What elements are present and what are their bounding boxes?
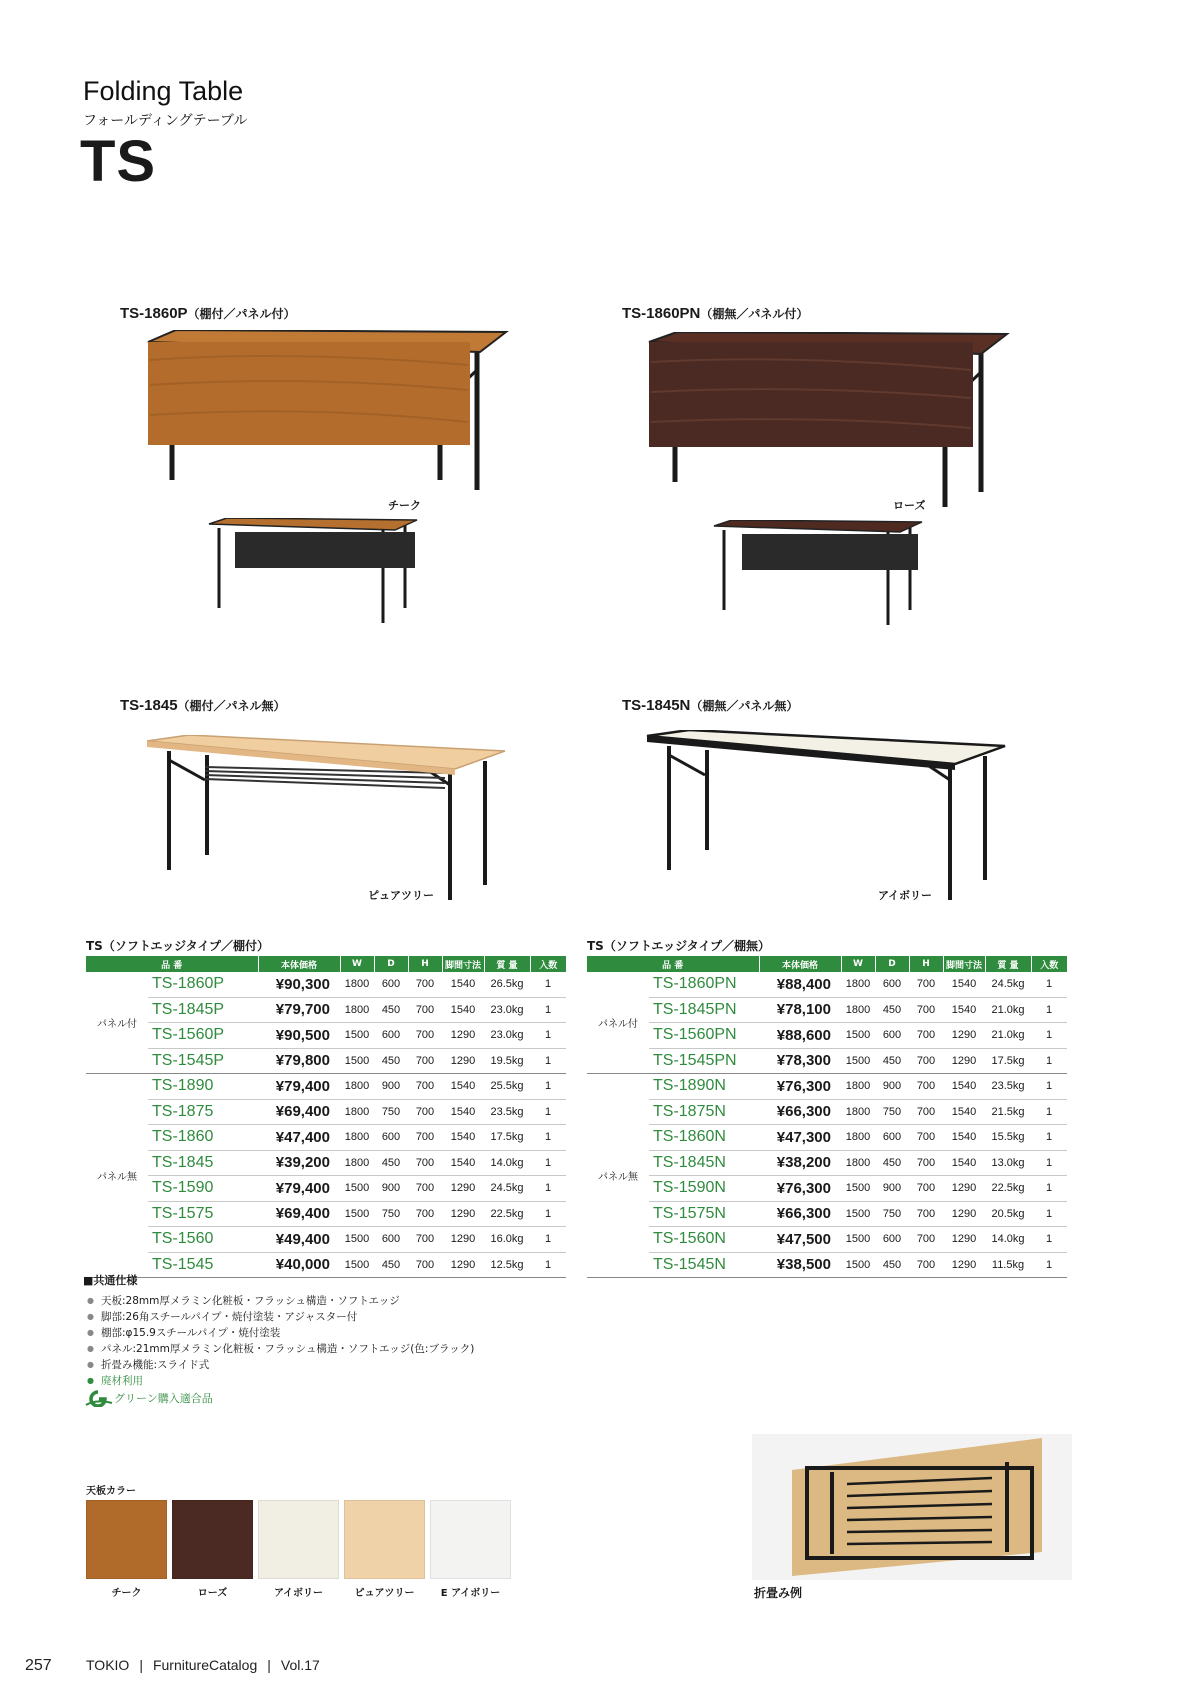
table-image-ts1860pn-back bbox=[710, 520, 930, 630]
cell-price: ¥78,100 bbox=[759, 997, 841, 1023]
cell-mass: 24.5kg bbox=[484, 1176, 530, 1202]
cell-d: 600 bbox=[875, 1023, 909, 1049]
cell-mass: 15.5kg bbox=[985, 1125, 1031, 1151]
cell-h: 700 bbox=[909, 1201, 943, 1227]
color-label-ivory: アイボリー bbox=[878, 889, 933, 902]
cell-qty: 1 bbox=[1031, 1074, 1067, 1100]
table-row bbox=[86, 1023, 566, 1049]
cell-leg: 1290 bbox=[943, 1048, 985, 1074]
cell-mass: 16.0kg bbox=[484, 1227, 530, 1253]
cell-d: 600 bbox=[374, 1023, 408, 1049]
cell-price: ¥90,500 bbox=[258, 1023, 340, 1049]
cell-h: 700 bbox=[909, 1099, 943, 1125]
cell-w: 1800 bbox=[841, 997, 875, 1023]
product-label-ts1845n bbox=[622, 697, 798, 714]
col-header: H bbox=[408, 956, 442, 972]
cell-w: 1800 bbox=[340, 1150, 374, 1176]
color-swatch-label: E アイボリー bbox=[440, 1588, 501, 1599]
table-row bbox=[587, 1227, 1067, 1253]
cell-mass: 25.5kg bbox=[484, 1074, 530, 1100]
cell-d: 600 bbox=[374, 1125, 408, 1151]
spec-item: ● 脚部:26角スチールパイプ・焼付塗装・アジャスター付 bbox=[83, 1309, 474, 1325]
cell-h: 700 bbox=[408, 1125, 442, 1151]
cell-qty: 1 bbox=[530, 1048, 566, 1074]
cell-qty: 1 bbox=[530, 1099, 566, 1125]
cell-model: TS-1860 bbox=[148, 1125, 258, 1151]
cell-price: ¥38,500 bbox=[759, 1252, 841, 1278]
cell-price: ¥90,300 bbox=[258, 972, 340, 997]
cell-h: 700 bbox=[909, 1176, 943, 1202]
cell-price: ¥40,000 bbox=[258, 1252, 340, 1278]
cell-h: 700 bbox=[408, 1048, 442, 1074]
cell-model: TS-1860P bbox=[148, 972, 258, 997]
product-label-ts1845 bbox=[120, 697, 286, 714]
footer-brand: TOKIO bbox=[86, 1657, 130, 1673]
cell-leg: 1290 bbox=[442, 1023, 484, 1049]
col-header: 入数 bbox=[1031, 956, 1067, 972]
spec-item: ● 棚部:φ15.9スチールパイプ・焼付塗装 bbox=[83, 1325, 474, 1341]
cell-price: ¥76,300 bbox=[759, 1176, 841, 1202]
table-row bbox=[587, 997, 1067, 1023]
cell-qty: 1 bbox=[530, 1125, 566, 1151]
cell-model: TS-1845 bbox=[148, 1150, 258, 1176]
cell-leg: 1540 bbox=[442, 1125, 484, 1151]
cell-h: 700 bbox=[909, 1227, 943, 1253]
cell-model: TS-1845PN bbox=[649, 997, 759, 1023]
table-row bbox=[86, 972, 566, 997]
table-row bbox=[587, 1201, 1067, 1227]
cell-price: ¥79,400 bbox=[258, 1176, 340, 1202]
cell-leg: 1290 bbox=[943, 1023, 985, 1049]
product-desc: （棚無／パネル付） bbox=[700, 307, 809, 321]
cell-h: 700 bbox=[909, 1074, 943, 1100]
cell-w: 1500 bbox=[841, 1252, 875, 1278]
cell-model: TS-1590N bbox=[649, 1176, 759, 1202]
table-image-ts1845n bbox=[645, 730, 1015, 905]
cell-qty: 1 bbox=[1031, 1099, 1067, 1125]
cell-w: 1800 bbox=[340, 1074, 374, 1100]
product-label-ts1860p bbox=[120, 305, 296, 322]
cell-d: 450 bbox=[374, 1150, 408, 1176]
cell-w: 1500 bbox=[340, 1048, 374, 1074]
col-header: D bbox=[875, 956, 909, 972]
title-english: Folding Table bbox=[83, 76, 244, 106]
cell-price: ¥39,200 bbox=[258, 1150, 340, 1176]
table-row bbox=[86, 1048, 566, 1074]
cell-leg: 1540 bbox=[943, 1150, 985, 1176]
cell-d: 450 bbox=[374, 1252, 408, 1278]
cell-leg: 1290 bbox=[943, 1252, 985, 1278]
col-header: 質 量 bbox=[985, 956, 1031, 972]
cell-mass: 19.5kg bbox=[484, 1048, 530, 1074]
cell-leg: 1290 bbox=[442, 1201, 484, 1227]
cell-h: 700 bbox=[408, 1150, 442, 1176]
table-row bbox=[587, 1099, 1067, 1125]
green-purchase-badge bbox=[84, 1389, 213, 1407]
cell-d: 600 bbox=[875, 1125, 909, 1151]
cell-h: 700 bbox=[909, 972, 943, 997]
spec-item: ● 折畳み機能:スライド式 bbox=[83, 1357, 474, 1373]
cell-h: 700 bbox=[909, 1023, 943, 1049]
cell-mass: 23.0kg bbox=[484, 1023, 530, 1049]
cell-d: 900 bbox=[374, 1074, 408, 1100]
table-row bbox=[86, 1074, 566, 1100]
cell-price: ¥47,400 bbox=[258, 1125, 340, 1151]
cell-mass: 11.5kg bbox=[985, 1252, 1031, 1278]
table-row bbox=[587, 1023, 1067, 1049]
cell-price: ¥47,300 bbox=[759, 1125, 841, 1151]
cell-w: 1800 bbox=[841, 1125, 875, 1151]
cell-w: 1800 bbox=[841, 1099, 875, 1125]
page-number: 257 bbox=[25, 1657, 52, 1674]
cell-qty: 1 bbox=[1031, 1023, 1067, 1049]
cell-price: ¥79,800 bbox=[258, 1048, 340, 1074]
cell-d: 750 bbox=[875, 1099, 909, 1125]
cell-d: 900 bbox=[875, 1176, 909, 1202]
cell-mass: 17.5kg bbox=[985, 1048, 1031, 1074]
cell-qty: 1 bbox=[530, 1201, 566, 1227]
color-swatch bbox=[258, 1500, 339, 1579]
cell-model: TS-1545N bbox=[649, 1252, 759, 1278]
product-desc: （棚付／パネル付） bbox=[187, 307, 296, 321]
col-header: H bbox=[909, 956, 943, 972]
cell-d: 450 bbox=[875, 1252, 909, 1278]
cell-mass: 23.5kg bbox=[985, 1074, 1031, 1100]
cell-qty: 1 bbox=[530, 1227, 566, 1253]
cell-price: ¥79,400 bbox=[258, 1074, 340, 1100]
spec-table-shelf bbox=[86, 956, 566, 1278]
cell-model: TS-1590 bbox=[148, 1176, 258, 1202]
cell-d: 900 bbox=[875, 1074, 909, 1100]
cell-h: 700 bbox=[408, 972, 442, 997]
cell-d: 750 bbox=[374, 1201, 408, 1227]
table-row bbox=[587, 1252, 1067, 1278]
cell-h: 700 bbox=[408, 1023, 442, 1049]
product-code: TS-1845 bbox=[120, 697, 178, 714]
table-image-ts1860p-back bbox=[205, 518, 425, 628]
spec-table-no-shelf bbox=[587, 956, 1067, 1278]
cell-leg: 1540 bbox=[442, 1150, 484, 1176]
cell-leg: 1540 bbox=[943, 972, 985, 997]
cell-price: ¥66,300 bbox=[759, 1099, 841, 1125]
cell-d: 750 bbox=[875, 1201, 909, 1227]
table-image-ts1860pn bbox=[645, 332, 1025, 512]
cell-model: TS-1845P bbox=[148, 997, 258, 1023]
cell-qty: 1 bbox=[1031, 1150, 1067, 1176]
color-swatch-label: チーク bbox=[111, 1588, 142, 1599]
table-header-row bbox=[86, 956, 566, 972]
cell-leg: 1290 bbox=[442, 1048, 484, 1074]
cell-mass: 13.0kg bbox=[985, 1150, 1031, 1176]
table-row bbox=[86, 1099, 566, 1125]
cell-h: 700 bbox=[909, 1150, 943, 1176]
cell-h: 700 bbox=[909, 1048, 943, 1074]
cell-mass: 24.5kg bbox=[985, 972, 1031, 997]
cell-model: TS-1575 bbox=[148, 1201, 258, 1227]
cell-model: TS-1860N bbox=[649, 1125, 759, 1151]
col-header: 脚間寸法 bbox=[943, 956, 985, 972]
cell-model: TS-1845N bbox=[649, 1150, 759, 1176]
cell-leg: 1290 bbox=[442, 1252, 484, 1278]
cell-qty: 1 bbox=[1031, 1227, 1067, 1253]
cell-qty: 1 bbox=[530, 1074, 566, 1100]
product-code: TS-1845N bbox=[622, 697, 691, 714]
green-purchase-label: グリーン購入適合品 bbox=[114, 1392, 213, 1405]
spec-item: ● パネル:21mm厚メラミン化粧板・フラッシュ構造・ソフトエッジ(色:ブラック) bbox=[83, 1341, 474, 1357]
col-header: 品 番 bbox=[587, 956, 759, 972]
folded-caption: 折畳み例 bbox=[754, 1586, 803, 1600]
cell-price: ¥69,400 bbox=[258, 1201, 340, 1227]
cell-d: 900 bbox=[374, 1176, 408, 1202]
cell-model: TS-1890 bbox=[148, 1074, 258, 1100]
cell-w: 1500 bbox=[340, 1227, 374, 1253]
cell-mass: 14.0kg bbox=[484, 1150, 530, 1176]
col-header: 品 番 bbox=[86, 956, 258, 972]
cell-d: 600 bbox=[875, 1227, 909, 1253]
col-header: 本体価格 bbox=[759, 956, 841, 972]
cell-model: TS-1860PN bbox=[649, 972, 759, 997]
cell-mass: 21.0kg bbox=[985, 997, 1031, 1023]
cell-w: 1500 bbox=[841, 1048, 875, 1074]
cell-price: ¥88,400 bbox=[759, 972, 841, 997]
cell-qty: 1 bbox=[1031, 1201, 1067, 1227]
cell-w: 1800 bbox=[340, 1099, 374, 1125]
col-header: 脚間寸法 bbox=[442, 956, 484, 972]
cell-h: 700 bbox=[909, 1252, 943, 1278]
cell-h: 700 bbox=[909, 997, 943, 1023]
cell-mass: 21.0kg bbox=[985, 1023, 1031, 1049]
folded-table-image bbox=[752, 1434, 1072, 1580]
spec-item-recycled: ● 廃材利用 bbox=[83, 1373, 474, 1389]
cell-w: 1500 bbox=[340, 1176, 374, 1202]
cell-d: 450 bbox=[374, 997, 408, 1023]
table-title-no-shelf: TS（ソフトエッジタイプ／棚無） bbox=[587, 939, 771, 953]
col-header: D bbox=[374, 956, 408, 972]
color-swatch bbox=[430, 1500, 511, 1579]
cell-leg: 1290 bbox=[943, 1227, 985, 1253]
cell-w: 1800 bbox=[841, 1150, 875, 1176]
cell-h: 700 bbox=[408, 1252, 442, 1278]
cell-model: TS-1875N bbox=[649, 1099, 759, 1125]
cell-h: 700 bbox=[408, 997, 442, 1023]
cell-qty: 1 bbox=[1031, 997, 1067, 1023]
cell-qty: 1 bbox=[1031, 972, 1067, 997]
cell-mass: 20.5kg bbox=[985, 1201, 1031, 1227]
cell-w: 1800 bbox=[841, 972, 875, 997]
product-desc: （棚無／パネル無） bbox=[690, 699, 799, 713]
cell-leg: 1290 bbox=[442, 1227, 484, 1253]
footer-vol: Vol.17 bbox=[280, 1657, 320, 1673]
cell-model: TS-1890N bbox=[649, 1074, 759, 1100]
cell-price: ¥88,600 bbox=[759, 1023, 841, 1049]
cell-d: 450 bbox=[374, 1048, 408, 1074]
cell-mass: 22.5kg bbox=[484, 1201, 530, 1227]
cell-w: 1500 bbox=[340, 1201, 374, 1227]
table-row bbox=[86, 1252, 566, 1278]
col-header: W bbox=[340, 956, 374, 972]
color-swatch-label: ローズ bbox=[197, 1588, 228, 1599]
footer-brand-line bbox=[86, 1657, 320, 1673]
cell-w: 1500 bbox=[841, 1176, 875, 1202]
cell-model: TS-1560PN bbox=[649, 1023, 759, 1049]
product-label-ts1860pn bbox=[622, 305, 808, 322]
product-code: TS-1860P bbox=[120, 305, 188, 322]
table-row bbox=[587, 972, 1067, 997]
color-swatch bbox=[86, 1500, 167, 1579]
cell-d: 450 bbox=[875, 997, 909, 1023]
cell-leg: 1540 bbox=[943, 1125, 985, 1151]
table-row bbox=[587, 1074, 1067, 1100]
table-title-shelf: TS（ソフトエッジタイプ／棚付） bbox=[86, 939, 270, 953]
color-label-teak: チーク bbox=[388, 499, 421, 512]
cell-leg: 1540 bbox=[943, 1074, 985, 1100]
color-swatch bbox=[172, 1500, 253, 1579]
table-header-row bbox=[587, 956, 1067, 972]
product-code: TS-1860PN bbox=[622, 305, 701, 322]
cell-price: ¥78,300 bbox=[759, 1048, 841, 1074]
cell-h: 700 bbox=[909, 1125, 943, 1151]
cell-leg: 1540 bbox=[442, 997, 484, 1023]
cell-h: 700 bbox=[408, 1201, 442, 1227]
table-row bbox=[86, 1227, 566, 1253]
footer-catalog: FurnitureCatalog bbox=[152, 1657, 258, 1673]
col-header: 質 量 bbox=[484, 956, 530, 972]
cell-price: ¥79,700 bbox=[258, 997, 340, 1023]
group-label: パネル無 bbox=[587, 1074, 649, 1278]
cell-qty: 1 bbox=[1031, 1252, 1067, 1278]
footer-sep: | bbox=[267, 1657, 271, 1673]
cell-w: 1500 bbox=[340, 1023, 374, 1049]
cell-model: TS-1545PN bbox=[649, 1048, 759, 1074]
colors-heading: 天板カラー bbox=[86, 1486, 136, 1497]
cell-w: 1500 bbox=[841, 1227, 875, 1253]
cell-leg: 1290 bbox=[943, 1176, 985, 1202]
cell-price: ¥49,400 bbox=[258, 1227, 340, 1253]
color-label-rose: ローズ bbox=[893, 499, 926, 512]
cell-d: 450 bbox=[875, 1150, 909, 1176]
cell-mass: 22.5kg bbox=[985, 1176, 1031, 1202]
col-header: 入数 bbox=[530, 956, 566, 972]
spec-item: ● 天板:28mm厚メラミン化粧板・フラッシュ構造・ソフトエッジ bbox=[83, 1293, 474, 1309]
cell-model: TS-1545P bbox=[148, 1048, 258, 1074]
cell-leg: 1540 bbox=[943, 1099, 985, 1125]
cell-model: TS-1560 bbox=[148, 1227, 258, 1253]
cell-mass: 23.0kg bbox=[484, 997, 530, 1023]
cell-w: 1800 bbox=[841, 1074, 875, 1100]
color-swatch-label: アイボリー bbox=[273, 1588, 324, 1599]
table-image-ts1845 bbox=[145, 735, 515, 905]
cell-mass: 17.5kg bbox=[484, 1125, 530, 1151]
cell-model: TS-1560P bbox=[148, 1023, 258, 1049]
cell-model: TS-1545 bbox=[148, 1252, 258, 1278]
table-row bbox=[587, 1150, 1067, 1176]
cell-w: 1800 bbox=[340, 972, 374, 997]
table-row bbox=[587, 1048, 1067, 1074]
cell-qty: 1 bbox=[1031, 1048, 1067, 1074]
green-g-icon bbox=[84, 1389, 114, 1407]
cell-h: 700 bbox=[408, 1074, 442, 1100]
table-row bbox=[86, 997, 566, 1023]
cell-d: 600 bbox=[875, 972, 909, 997]
color-swatch bbox=[344, 1500, 425, 1579]
cell-d: 600 bbox=[374, 1227, 408, 1253]
cell-d: 600 bbox=[374, 972, 408, 997]
cell-qty: 1 bbox=[530, 997, 566, 1023]
cell-w: 1500 bbox=[841, 1201, 875, 1227]
group-label: パネル無 bbox=[86, 1074, 148, 1278]
cell-h: 700 bbox=[408, 1227, 442, 1253]
group-label: パネル付 bbox=[86, 972, 148, 1074]
cell-leg: 1540 bbox=[442, 972, 484, 997]
table-row bbox=[86, 1176, 566, 1202]
color-swatch-label: ピュアツリー bbox=[354, 1588, 415, 1599]
cell-leg: 1290 bbox=[943, 1201, 985, 1227]
table-row bbox=[86, 1125, 566, 1151]
cell-w: 1800 bbox=[340, 997, 374, 1023]
cell-qty: 1 bbox=[1031, 1125, 1067, 1151]
table-row bbox=[86, 1201, 566, 1227]
product-desc: （棚付／パネル無） bbox=[177, 699, 286, 713]
footer-sep: | bbox=[139, 1657, 143, 1673]
cell-w: 1800 bbox=[340, 1125, 374, 1151]
table-row bbox=[587, 1176, 1067, 1202]
cell-qty: 1 bbox=[530, 1023, 566, 1049]
cell-mass: 21.5kg bbox=[985, 1099, 1031, 1125]
cell-leg: 1290 bbox=[442, 1176, 484, 1202]
series-model: TS bbox=[80, 129, 157, 194]
cell-qty: 1 bbox=[530, 972, 566, 997]
cell-price: ¥38,200 bbox=[759, 1150, 841, 1176]
table-row bbox=[86, 1150, 566, 1176]
cell-leg: 1540 bbox=[442, 1074, 484, 1100]
specs-list bbox=[83, 1293, 474, 1389]
cell-qty: 1 bbox=[530, 1252, 566, 1278]
cell-price: ¥76,300 bbox=[759, 1074, 841, 1100]
cell-leg: 1540 bbox=[943, 997, 985, 1023]
cell-qty: 1 bbox=[1031, 1176, 1067, 1202]
table-image-ts1860p bbox=[140, 330, 520, 490]
cell-model: TS-1575N bbox=[649, 1201, 759, 1227]
cell-w: 1500 bbox=[841, 1023, 875, 1049]
cell-model: TS-1560N bbox=[649, 1227, 759, 1253]
cell-d: 750 bbox=[374, 1099, 408, 1125]
cell-mass: 12.5kg bbox=[484, 1252, 530, 1278]
cell-price: ¥69,400 bbox=[258, 1099, 340, 1125]
cell-mass: 23.5kg bbox=[484, 1099, 530, 1125]
cell-price: ¥66,300 bbox=[759, 1201, 841, 1227]
specs-heading: ■共通仕様 bbox=[83, 1274, 138, 1287]
cell-mass: 26.5kg bbox=[484, 972, 530, 997]
cell-d: 450 bbox=[875, 1048, 909, 1074]
cell-price: ¥47,500 bbox=[759, 1227, 841, 1253]
title-japanese: フォールディングテーブル bbox=[83, 113, 248, 129]
group-label: パネル付 bbox=[587, 972, 649, 1074]
cell-model: TS-1875 bbox=[148, 1099, 258, 1125]
cell-w: 1500 bbox=[340, 1252, 374, 1278]
cell-qty: 1 bbox=[530, 1150, 566, 1176]
col-header: W bbox=[841, 956, 875, 972]
table-row bbox=[587, 1125, 1067, 1151]
cell-h: 700 bbox=[408, 1176, 442, 1202]
cell-h: 700 bbox=[408, 1099, 442, 1125]
cell-leg: 1540 bbox=[442, 1099, 484, 1125]
cell-mass: 14.0kg bbox=[985, 1227, 1031, 1253]
col-header: 本体価格 bbox=[258, 956, 340, 972]
color-label-pure-tree: ピュアツリー bbox=[368, 889, 434, 902]
cell-qty: 1 bbox=[530, 1176, 566, 1202]
